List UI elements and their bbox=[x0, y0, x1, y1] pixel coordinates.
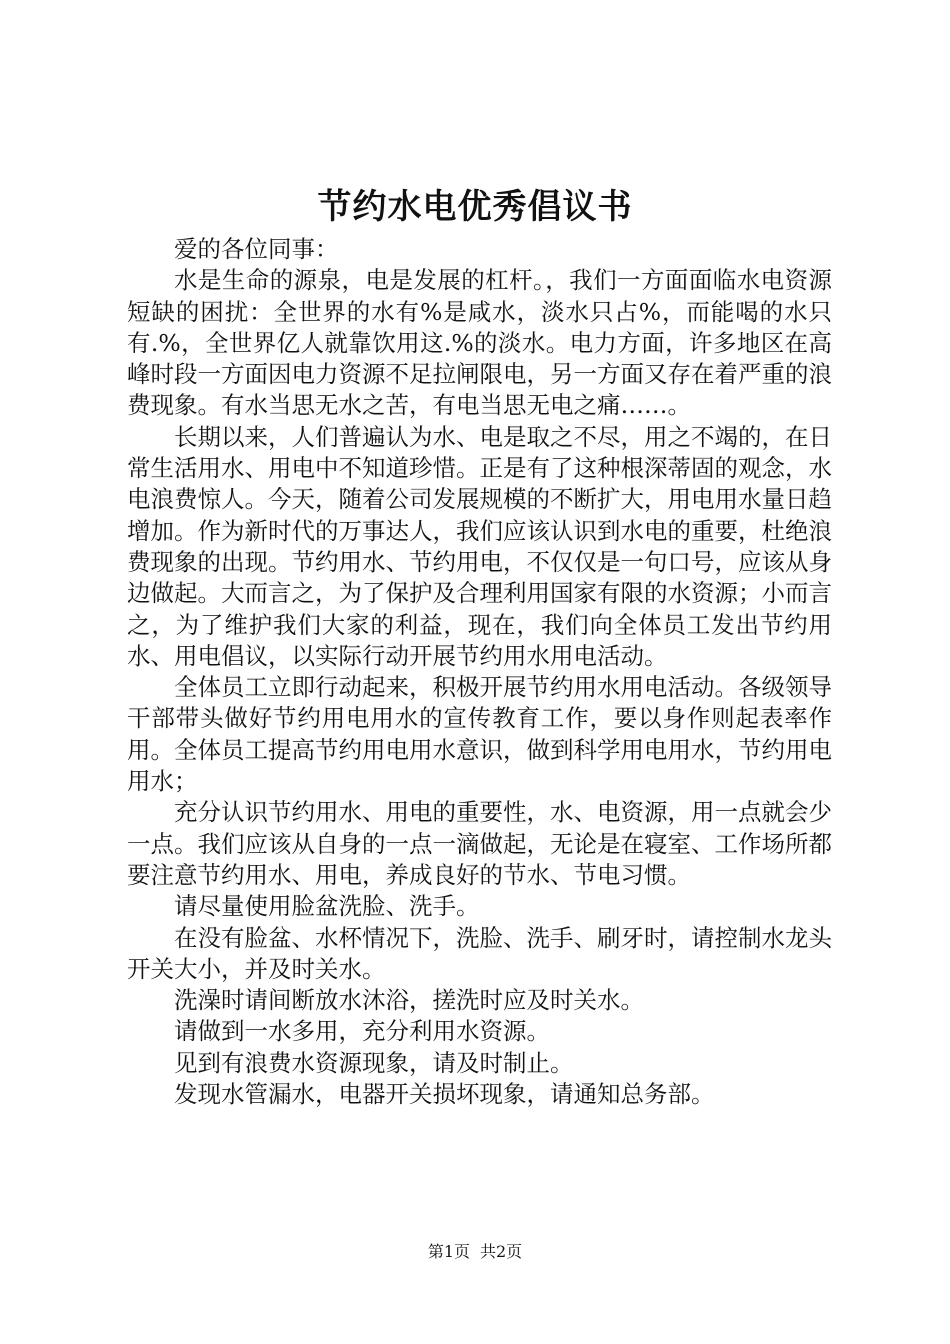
paragraph-action: 全体员工立即行动起来，积极开展节约用水用电活动。各级领导干部带头做好节约用电用水的宣传教育工作，要以身作则起表率作用。全体员工提高节约用电用水意识，做到科学用电用水，节约用电用水； bbox=[127, 673, 832, 796]
tip-item: 请尽量使用脸盆洗脸、洗手。 bbox=[174, 892, 480, 921]
salutation: 爱的各位同事： bbox=[174, 235, 339, 263]
tip-item: 见到有浪费水资源现象，请及时制止。 bbox=[174, 1048, 574, 1077]
paragraph-intro: 水是生命的源泉，电是发展的杠杆。，我们一方面面临水电资源短缺的困扰：全世界的水有%是咸水，淡水只占%，而能喝的水只有.%，全世界亿人就靠饮用这.%的淡水。电力方面，许多地区在高峰时段一方面因电力资源不足拉闸限电，另一方面又存在着严重的浪费现象。有水当思无水之苦，有电当思无电之痛……。 bbox=[127, 266, 832, 420]
document-title: 节约水电优秀倡议书 bbox=[317, 187, 633, 227]
tip-item: 请做到一水多用，充分利用水资源。 bbox=[174, 1017, 550, 1046]
page-number-total: 共2页 bbox=[480, 1242, 523, 1261]
paragraph-background: 长期以来，人们普遍认为水、电是取之不尽，用之不竭的，在日常生活用水、用电中不知道珍惜。正是有了这种根深蒂固的观念，水电浪费惊人。今天，随着公司发展规模的不断扩大，用电用水量日趋增加。作为新时代的万事达人，我们应该认识到水电的重要，杜绝浪费现象的出现。节约用水、节约用电，不仅仅是一句口号，应该从身边做起。大而言之，为了保护及合理利用国家有限的水资源；小而言之，为了维护我们大家的利益，现在，我们向全体员工发出节约用水、用电倡议，以实际行动开展节约用水用电活动。 bbox=[127, 422, 832, 670]
page-footer bbox=[0, 1240, 950, 1264]
document-body bbox=[127, 234, 832, 1110]
tip-item: 洗澡时请间断放水沐浴，搓洗时应及时关水。 bbox=[174, 986, 644, 1015]
tip-item: 在没有脸盆、水杯情况下，洗脸、洗手、刷牙时，请控制水龙头开关大小，并及时关水。 bbox=[127, 923, 832, 983]
page-number-current: 第1页 bbox=[427, 1242, 470, 1261]
tip-item: 发现水管漏水，电器开关损坏现象，请通知总务部。 bbox=[174, 1080, 715, 1109]
paragraph-awareness: 充分认识节约用水、用电的重要性，水、电资源，用一点就会少一点。我们应该从自身的一点一滴做起，无论是在寝室、工作场所都要注意节约用水、用电，养成良好的节水、节电习惯。 bbox=[127, 798, 832, 889]
